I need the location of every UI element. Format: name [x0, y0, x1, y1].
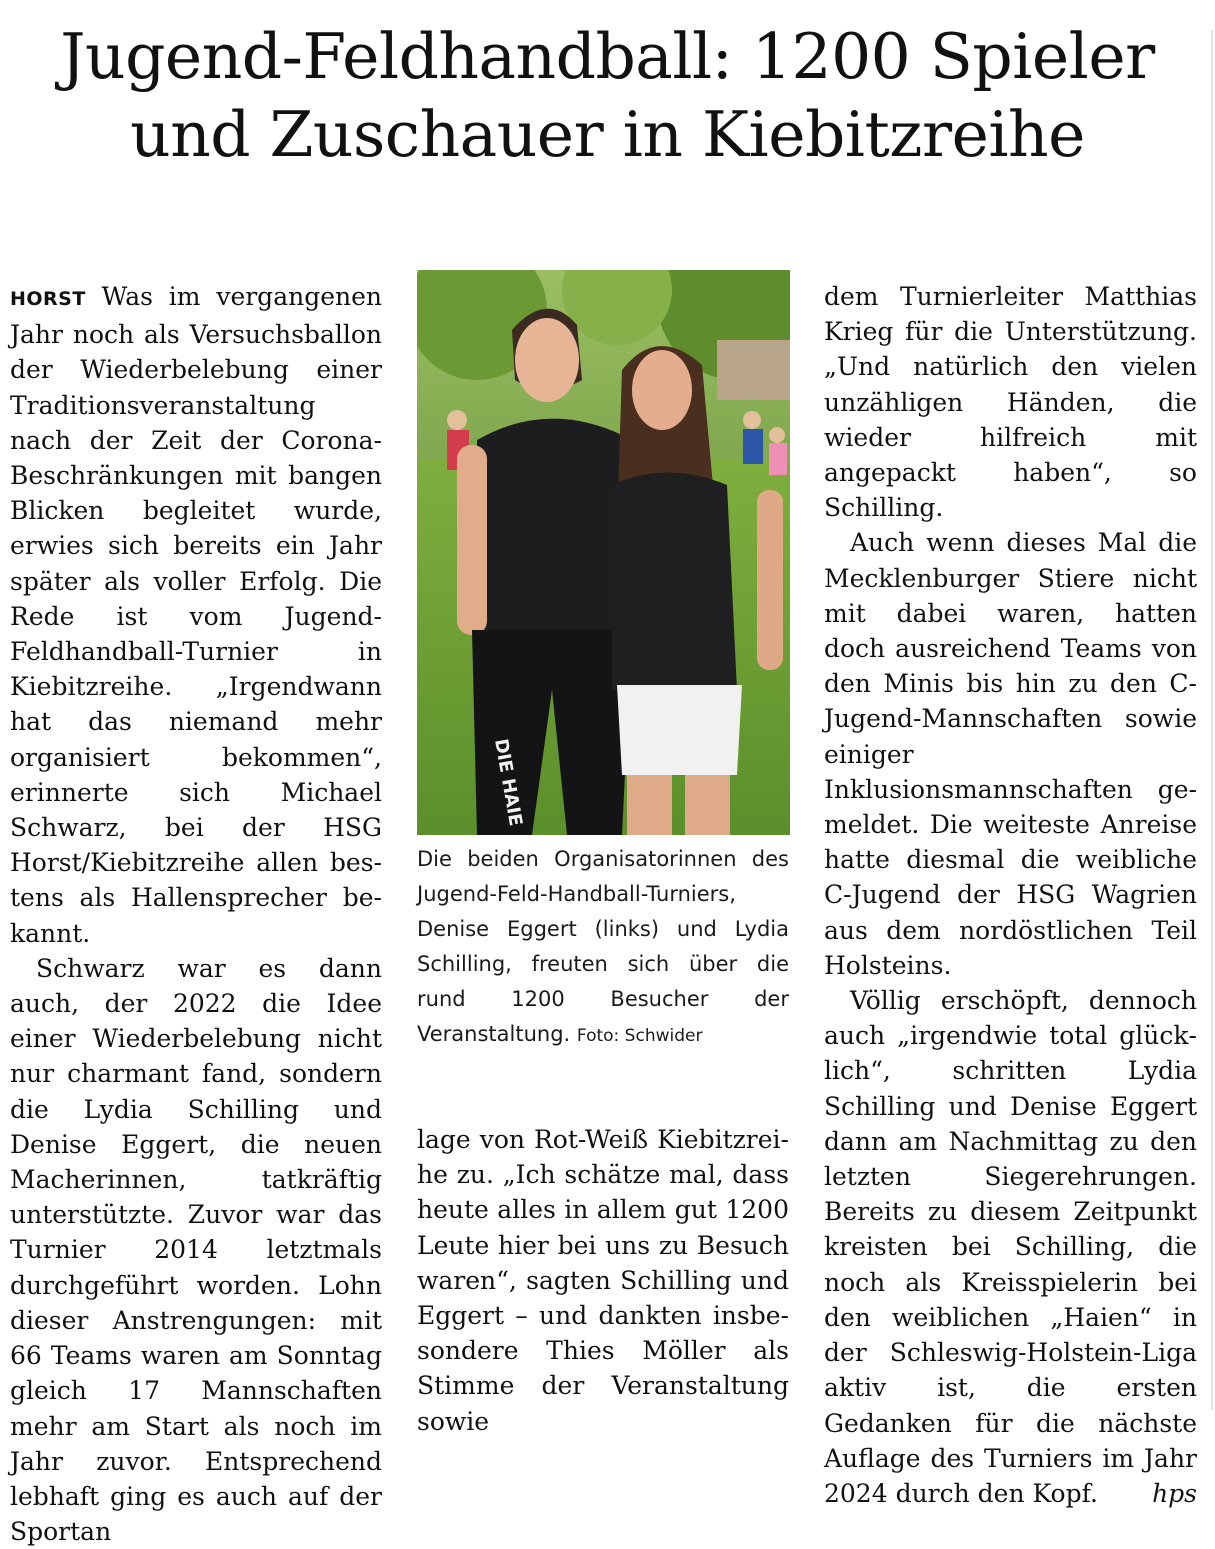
headline	[0, 18, 1215, 174]
headline-line-2: und Zuschauer in Kiebitzreihe	[130, 98, 1085, 171]
paragraph-2: Schwarz war es dann auch, der 2022 die Idee einer Wiederbelebung nicht nur charmant fand, sondern die Lydia Schilling und Denise Eggert, die neuen Macherinnen, tatkräftig unterstützte. Zuvor war das Turnier 2014 letztmals durchgeführt worden. Lohn dieser Anstrengungen: mit 66 Teams waren am Sonntag gleich 17 Mannschaften mehr am Start als noch im Jahr zuvor. Entsprechend lebhaft ging es auch auf der Sportan	[10, 953, 382, 1547]
paragraph-3: Auch wenn dieses Mal die Mecklenburger Stiere nicht mit dabei waren, hatten doch ausreichend Teams von den Minis bis hin zu den C-Jugend-Mannschaften sowie einiger Inklusionsmannschaften gemeldet. Die weiteste Anreise hatte diesmal die weibliche C-Jugend der HSG Wagrien aus dem nordöstlichen Teil Holsteins.	[824, 528, 1197, 980]
photo-credit: Foto: Schwider	[576, 1026, 703, 1046]
page-edge-rule	[1211, 30, 1213, 1410]
article-column-1	[10, 279, 382, 1549]
caption-text: Die beiden Organisatorinnen des Jugend-Feld-Handball-Turniers, Denise Eggert (links) und Lydia Schilling, freuten sich über die rund 1200 Besucher der Veranstaltung.	[417, 847, 789, 1046]
dateline: HORST	[10, 288, 86, 310]
article-column-3	[824, 279, 1197, 1511]
paragraph-1: HORST Was im vergangenen Jahr noch als Versuchsballon der Wiederbelebung einer Traditionsveranstaltung nach der Zeit der Corona-Beschränkungen mit bangen Blicken begleitet wurde, erwies sich bereits ein Jahr später als voller Erfolg. Die Rede ist vom Jugend-Feldhandball-Turnier in Kiebitzreihe. „Irgendwann hat das niemand mehr organisiert bekommen“, erinnerte sich Michael Schwarz, bei der HSG Horst/Kiebitzreihe allen bestens als Hallensprecher bekannt.	[10, 282, 382, 948]
photo-illustration	[417, 270, 790, 835]
shirt-print: DIE HAIE	[490, 737, 527, 828]
headline-line-1: Jugend-Feldhandball: 1200 Spieler	[60, 20, 1155, 93]
author-signature: hps	[1152, 1478, 1197, 1508]
article-photo	[417, 270, 790, 835]
paragraph-2-end: dem Turnierleiter Matthias Krieg für die Unterstützung. „Und natürlich den vielen unzähligen Händen, die wieder hilfreich mit angepackt haben“, so Schilling.	[824, 282, 1197, 523]
photo-caption	[417, 842, 789, 1054]
paragraph-4: Völlig erschöpft, dennoch auch „irgendwie total glücklich“, schritten Lydia Schilling und Denise Eggert dann am Nachmittag zu den letzten Siegerehrungen. Bereits zu diesem Zeitpunkt kreisten bei Schilling, die noch als Kreisspielerin bei den weiblichen „Haien“ in der Schleswig-Holstein-Liga aktiv ist, die ersten Gedanken für die nächste Auflage des Turniers im Jahr 2024 durch den Kopf. hps	[824, 983, 1197, 1511]
article-column-2	[417, 1122, 789, 1439]
paragraph-2-continued: lage von Rot-Weiß Kiebitzreihe zu. „Ich schätze mal, dass heute alles in allem gut 1200 Leute hier bei uns zu Besuch waren“, sagten Schilling und Eggert – und dankten insbesondere Thies Möller als Stimme der Veranstaltung sowie	[417, 1125, 789, 1436]
